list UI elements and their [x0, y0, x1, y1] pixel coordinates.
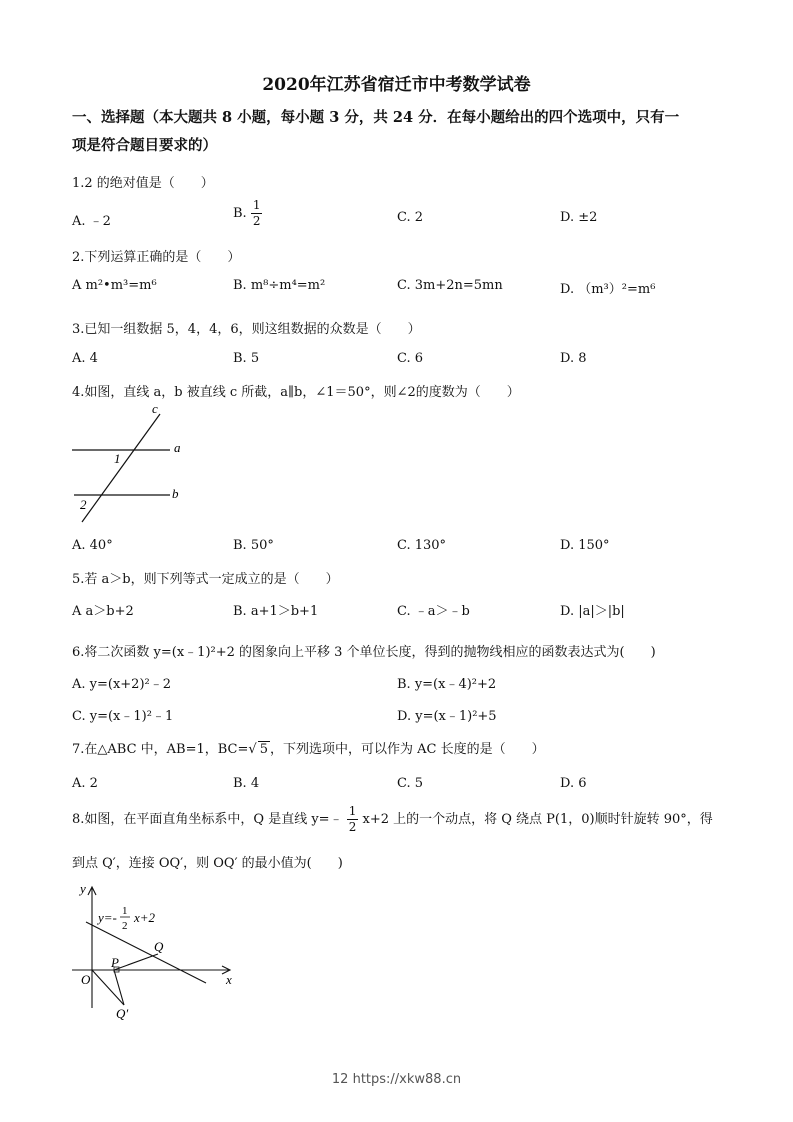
- q4-label-angle-2: 2: [80, 497, 87, 512]
- q1-option-c: C. 2: [397, 210, 424, 225]
- section-line-2: 项是符合题目要求的）: [72, 137, 217, 154]
- q3-option-b: B. 5: [233, 351, 260, 366]
- q7-option-b: B. 4: [233, 776, 260, 791]
- page-footer: 12 https://xkw88.cn: [331, 1072, 462, 1087]
- q6-option-d: D. y=(x﹣1)²+5: [397, 709, 497, 724]
- q2-option-c: C. 3m+2n=5mn: [397, 278, 503, 293]
- q7-option-a: A. 2: [72, 776, 98, 791]
- page-title: 2020年江苏省宿迁市中考数学试卷: [262, 75, 531, 95]
- q7-stem-post: ，下列选项中，可以作为 AC 长度的是（ ）: [269, 742, 545, 757]
- q1-option-a: A. ﹣2: [72, 214, 111, 229]
- q6-stem: 6.将二次函数 y=(x﹣1)²+2 的图象向上平移 3 个单位长度，得到的抛物线相应的函数表达式为( ): [72, 645, 656, 660]
- q8-label-q-prime: Q′: [116, 1006, 129, 1021]
- section-line-1: 一、选择题（本大题共 8 小题，每小题 3 分，共 24 分．在每小题给出的四个选项中，只有一: [72, 109, 680, 126]
- q8-frac-num: 1: [348, 804, 357, 818]
- q8-label-o: O: [81, 972, 91, 987]
- q4-figure: [68, 400, 198, 528]
- q8-eq-suffix: x+2: [134, 910, 156, 925]
- q8-label-p: P: [111, 955, 119, 970]
- q4-option-c: C. 130°: [397, 538, 447, 553]
- q7-option-d: D. 6: [560, 776, 587, 791]
- q4-label-a: a: [174, 440, 181, 455]
- q8-figure: [64, 880, 254, 1025]
- q2-option-b: B. m⁸÷m⁴=m²: [233, 278, 326, 293]
- q4-option-b: B. 50°: [233, 538, 274, 553]
- q8-stem-line-1: [72, 804, 713, 835]
- q3-option-a: A. 4: [72, 351, 98, 366]
- q8-segment-pq: [114, 954, 158, 970]
- q5-option-a: A a＞b+2: [72, 604, 134, 619]
- q7-stem-pre: 7.在△ABC 中，AB=1，BC=: [72, 742, 249, 757]
- section-heading: [72, 104, 732, 160]
- q5-option-c: C. ﹣a＞﹣b: [397, 604, 470, 619]
- q1-frac-den: 2: [252, 214, 261, 228]
- q7-sqrt-value: 5: [259, 742, 268, 757]
- q8-frac-den: 2: [348, 820, 357, 834]
- q1-stem: 1.2 的绝对值是（ ）: [72, 176, 214, 191]
- q1-frac-num: 1: [252, 198, 261, 212]
- q5-option-d: D. |a|＞|b|: [560, 604, 625, 619]
- q8-label-q: Q: [154, 939, 164, 954]
- q8-eq-den: 2: [122, 920, 128, 932]
- q2-option-d: D. （m³）²=m⁶: [560, 282, 656, 297]
- q4-option-d: D. 150°: [560, 538, 610, 553]
- q4-label-angle-1: 1: [114, 451, 121, 466]
- q8-stem-line-2: 到点 Q′，连接 OQ′，则 OQ′ 的最小值为( ): [72, 856, 343, 871]
- q3-stem: 3.已知一组数据 5，4，4，6，则这组数据的众数是（ ）: [72, 322, 421, 337]
- q8-stem-pre: 8.如图，在平面直角坐标系中，Q 是直线 y=﹣: [72, 812, 343, 827]
- q8-stem-post: x+2 上的一个动点，将 Q 绕点 P(1，0)顺时针旋转 90°，得: [362, 812, 713, 827]
- q8-fraction: [347, 804, 359, 835]
- q3-option-c: C. 6: [397, 351, 424, 366]
- q2-option-a: A m²•m³=m⁶: [72, 278, 157, 293]
- q8-eq-num: 1: [122, 905, 128, 917]
- q8-eq-prefix: y=-: [98, 910, 117, 925]
- q4-stem: 4.如图，直线 a，b 被直线 c 所截，a∥b，∠1＝50°，则∠2的度数为（ ）: [72, 385, 520, 400]
- q1-option-b-label: B.: [233, 206, 247, 221]
- q5-option-b: B. a+1＞b+1: [233, 604, 319, 619]
- q4-label-c: c: [152, 401, 158, 416]
- q8-label-y: y: [80, 881, 86, 896]
- q4-option-a: A. 40°: [72, 538, 113, 553]
- q7-stem: 7.在△ABC 中，AB=1，BC=√ 5 ，下列选项中，可以作为 AC 长度的是（ ）: [72, 742, 545, 757]
- q6-option-c: C. y=(x﹣1)²﹣1: [72, 709, 174, 724]
- q7-option-c: C. 5: [397, 776, 424, 791]
- q3-option-d: D. 8: [560, 351, 587, 366]
- q5-stem: 5.若 a＞b，则下列等式一定成立的是（ ）: [72, 572, 339, 587]
- q8-line-graph: [86, 922, 206, 983]
- q1-option-d: D. ±2: [560, 210, 598, 225]
- q4-line-c: [82, 414, 160, 522]
- q6-option-b: B. y=(x﹣4)²+2: [397, 677, 497, 692]
- q8-label-x: x: [226, 972, 232, 987]
- q1-fraction: [251, 198, 263, 229]
- q1-option-b: [233, 198, 262, 229]
- q4-label-b: b: [172, 486, 179, 501]
- q2-stem: 2.下列运算正确的是（ ）: [72, 250, 241, 265]
- q6-option-a: A. y=(x+2)²﹣2: [72, 677, 172, 692]
